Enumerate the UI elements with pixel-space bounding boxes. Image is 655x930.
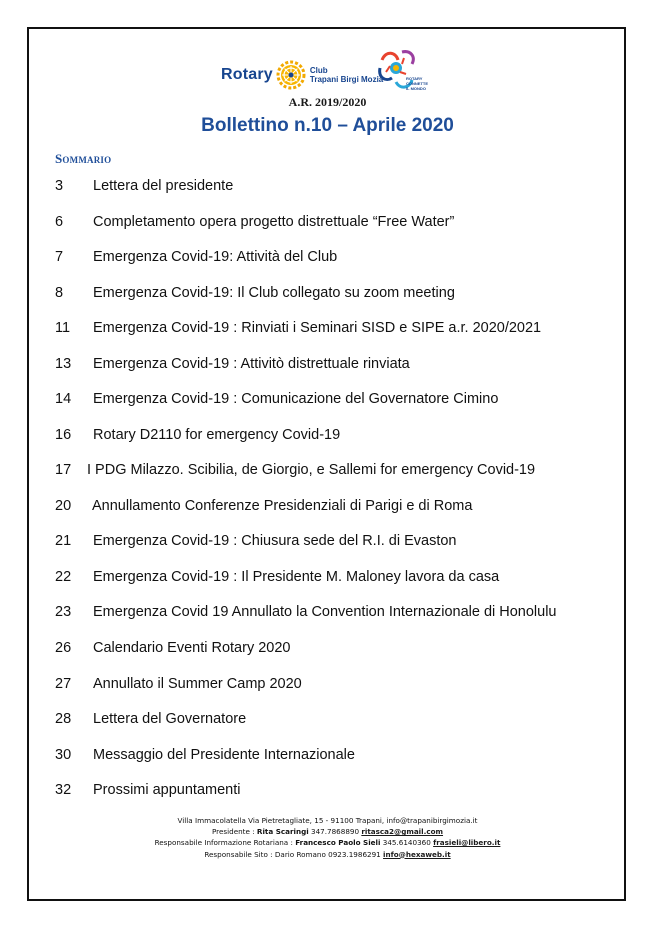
toc-page-number: 20 xyxy=(55,498,72,514)
toc-item[interactable] xyxy=(0,391,640,411)
toc-page-number: 32 xyxy=(55,782,72,798)
toc-title: Annullamento Conferenze Presidenziali di Parigi e di Roma xyxy=(92,498,473,514)
club-name: Club Trapani Birgi Mozia xyxy=(309,66,384,84)
toc-item[interactable] xyxy=(0,249,640,269)
toc-item[interactable] xyxy=(0,640,640,660)
toc-title: Calendario Eventi Rotary 2020 xyxy=(93,640,291,656)
toc-page-number: 30 xyxy=(55,747,72,763)
toc-title: I PDG Milazzo. Scibilia, de Giorgio, e Sallemi for emergency Covid-19 xyxy=(87,462,536,478)
toc-title: Lettera del Governatore xyxy=(93,711,247,727)
rotary-wordmark: Rotary xyxy=(221,66,273,83)
toc-item[interactable] xyxy=(0,178,640,198)
toc-title: Emergenza Covid-19 : Comunicazione del Governatore Cimino xyxy=(93,391,499,407)
toc-page-number: 14 xyxy=(55,391,72,407)
toc-item[interactable] xyxy=(0,320,640,340)
toc-page-number: 6 xyxy=(55,213,64,230)
toc-page-number: 11 xyxy=(55,320,71,336)
toc-page-number: 23 xyxy=(55,604,72,620)
toc-page-number: 3 xyxy=(55,178,64,194)
toc-item[interactable] xyxy=(0,533,640,553)
toc-title: Emergenza Covid-19 : Rinviati i Seminari SISD e SIPE a.r. 2020/2021 xyxy=(93,320,542,336)
rotary-year: A.R. 2019/2020 xyxy=(288,95,367,109)
toc-item[interactable] xyxy=(0,427,640,447)
toc-title: Emergenza Covid-19 : Attivitò distrettuale rinviata xyxy=(93,355,410,372)
toc-page-number: 21 xyxy=(55,533,72,549)
footer-info-rotariana: Responsabile Informazione Rotariana : Francesco Paolo Sieli 345.6140360 frasieli@libero.it xyxy=(154,838,501,848)
summary-heading: Sommario xyxy=(55,151,112,166)
toc-page-number: 8 xyxy=(55,284,64,301)
toc-page-number: 13 xyxy=(55,355,72,372)
toc-title: Messaggio del Presidente Internazionale xyxy=(93,747,355,763)
toc-title: Emergenza Covid-19: Attività del Club xyxy=(93,249,338,265)
toc-title: Emergenza Covid-19: Il Club collegato su zoom meeting xyxy=(93,284,455,301)
toc-item[interactable] xyxy=(0,782,640,802)
toc-item[interactable] xyxy=(0,285,640,305)
toc-title: Completamento opera progetto distrettuale “Free Water” xyxy=(93,213,455,230)
footer-contacts xyxy=(0,815,655,860)
info-email-link[interactable]: frasieli@libero.it xyxy=(433,838,501,848)
toc-title: Annullato il Summer Camp 2020 xyxy=(93,676,302,692)
toc-item[interactable] xyxy=(0,214,640,234)
footer-sito: Responsabile Sito : Dario Romano 0923.1986291 info@hexaweb.it xyxy=(204,849,451,859)
toc-page-number: 7 xyxy=(55,249,64,265)
toc-item[interactable] xyxy=(0,676,640,696)
toc-page-number: 17 xyxy=(55,462,72,478)
toc-page-number: 22 xyxy=(55,569,72,585)
toc-title: Lettera del presidente xyxy=(93,178,234,194)
toc-item[interactable] xyxy=(0,711,640,731)
toc-item[interactable] xyxy=(0,462,640,482)
toc-title: Rotary D2110 for emergency Covid-19 xyxy=(93,427,341,443)
toc-title: Emergenza Covid-19 : Chiusura sede del R.I. di Evaston xyxy=(93,533,457,549)
toc-page-number: 16 xyxy=(55,427,72,443)
toc-title: Emergenza Covid-19 : Il Presidente M. Maloney lavora da casa xyxy=(93,569,500,585)
presidente-email-link[interactable]: ritasca2@gmail.com xyxy=(361,827,444,837)
toc-item[interactable] xyxy=(0,498,640,518)
rotary-wheel-icon xyxy=(276,60,306,90)
footer-presidente: Presidente : Rita Scaringi 347.7868890 ritasca2@gmail.com xyxy=(211,827,444,837)
toc-item[interactable] xyxy=(0,747,640,767)
toc-page-number: 28 xyxy=(55,711,72,727)
toc-page-number: 27 xyxy=(55,676,72,692)
toc-page-number: 26 xyxy=(55,640,72,656)
toc-title: Prossimi appuntamenti xyxy=(93,782,241,798)
bulletin-title: Bollettino n.10 – Aprile 2020 xyxy=(201,115,454,136)
sito-email-link[interactable]: info@hexaweb.it xyxy=(383,849,451,859)
partner-logo-text: ROTARY CONNETTE IL MONDO xyxy=(406,76,428,91)
toc-title: Emergenza Covid 19 Annullato la Convention Internazionale di Honolulu xyxy=(93,604,557,620)
rotary-club-logo xyxy=(221,57,383,93)
toc-item[interactable] xyxy=(0,356,640,376)
toc-item[interactable] xyxy=(0,604,640,624)
footer-address: Villa Immacolatella Via Pietretagliate, 15 - 91100 Trapani, info@trapanibirgimozia.it xyxy=(177,816,478,825)
toc-item[interactable] xyxy=(0,569,640,589)
